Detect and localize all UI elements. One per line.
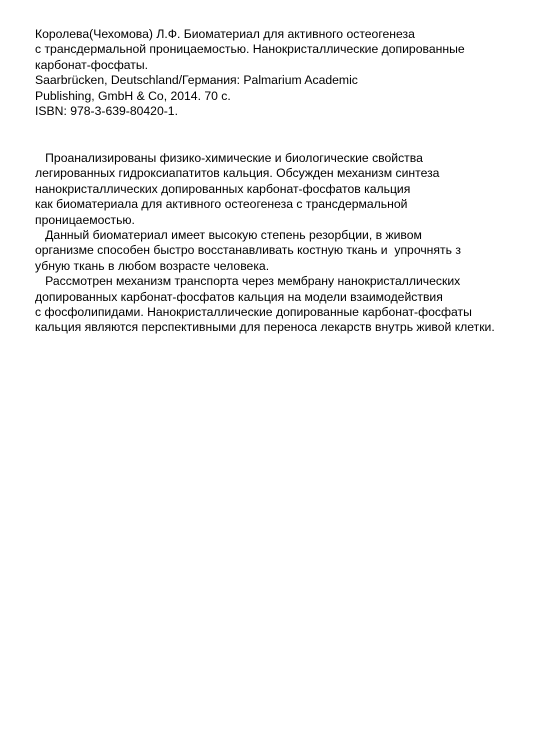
abstract-line: как биоматериала для активного остеогенеза с трансдермальной — [35, 197, 408, 212]
biblio-line-title-cont: с трансдермальной проницаемостью. Нанокристаллические допированные — [35, 42, 465, 57]
abstract-line: проницаемостью. — [35, 212, 135, 227]
biblio-line-publisher: Saarbrücken, Deutschland/Германия: Palmarium Academic — [35, 73, 358, 88]
bibliographic-reference — [35, 27, 535, 119]
abstract-line: Рассмотрен механизм транспорта через мембрану нанокристаллических — [35, 274, 461, 289]
abstract-text — [35, 151, 535, 336]
abstract-line: организме способен быстро восстанавливать костную ткань и упрочнять з — [35, 243, 461, 258]
abstract-line: с фосфолипидами. Нанокристаллические допированные карбонат-фосфаты — [35, 304, 472, 319]
abstract-line: допированных карбонат-фосфатов кальция на модели взаимодействия — [35, 289, 443, 304]
abstract-line: легированных гидроксиапатитов кальция. Обсужден механизм синтеза — [35, 166, 440, 181]
abstract-line: кальция являются перспективными для переноса лекарств внутрь живой клетки. — [35, 320, 495, 335]
biblio-line-isbn: ISBN: 978-3-639-80420-1. — [35, 103, 178, 118]
abstract-line: Проанализированы физико-химические и биологические свойства — [35, 151, 423, 165]
biblio-line-publisher-year: Publishing, GmbH & Co, 2014. 70 с. — [35, 88, 231, 103]
abstract-line: убную ткань в любом возрасте человека. — [35, 258, 270, 273]
abstract-line: Данный биоматериал имеет высокую степень резорбции, в живом — [35, 227, 422, 242]
abstract-line: нанокристаллических допированных карбонат-фосфатов кальция — [35, 181, 411, 196]
biblio-line-title-end: карбонат-фосфаты. — [35, 57, 148, 72]
biblio-line-author-title: Королева(Чехомова) Л.Ф. Биоматериал для активного остеогенеза — [35, 27, 415, 41]
